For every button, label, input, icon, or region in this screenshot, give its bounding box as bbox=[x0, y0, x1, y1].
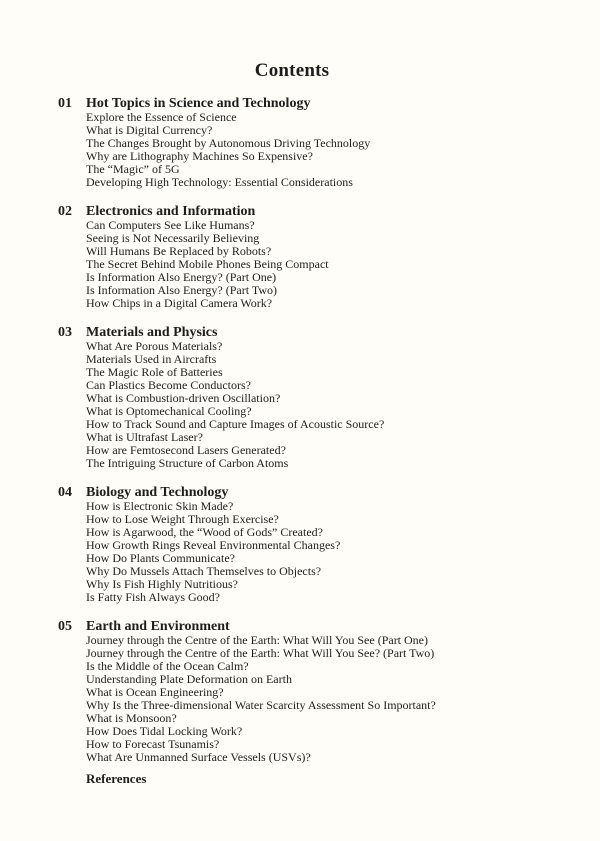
toc-item: What is Monsoon? bbox=[86, 711, 177, 725]
toc-item: What is Ocean Engineering? bbox=[86, 685, 224, 699]
toc-item: The Magic Role of Batteries bbox=[86, 365, 223, 379]
section-items bbox=[86, 340, 542, 470]
section-number: 02 bbox=[58, 204, 72, 219]
toc-item: How to Track Sound and Capture Images of Acoustic Source? bbox=[86, 417, 385, 431]
section-header bbox=[58, 325, 542, 340]
toc-item: The “Magic” of 5G bbox=[86, 162, 180, 176]
toc-item: Explore the Essence of Science bbox=[86, 110, 237, 124]
toc-item: How Growth Rings Reveal Environmental Changes? bbox=[86, 538, 341, 552]
toc-item: How to Lose Weight Through Exercise? bbox=[86, 512, 279, 526]
section-header bbox=[58, 204, 542, 219]
toc-section bbox=[58, 325, 542, 470]
section-items bbox=[86, 634, 542, 764]
toc-item: Is the Middle of the Ocean Calm? bbox=[86, 659, 249, 673]
section-items bbox=[86, 500, 542, 604]
section-title: Biology and Technology bbox=[86, 485, 229, 500]
toc-item: Materials Used in Aircrafts bbox=[86, 352, 217, 366]
toc-item: Can Plastics Become Conductors? bbox=[86, 378, 251, 392]
toc-item: Is Information Also Energy? (Part One) bbox=[86, 270, 277, 284]
toc-item: How is Electronic Skin Made? bbox=[86, 499, 234, 513]
toc-item: What Are Unmanned Surface Vessels (USVs)? bbox=[86, 750, 311, 764]
toc-item: Why Do Mussels Attach Themselves to Objects? bbox=[86, 564, 322, 578]
toc-item: Seeing is Not Necessarily Believing bbox=[86, 231, 260, 245]
toc-item: How are Femtosecond Lasers Generated? bbox=[86, 443, 286, 457]
section-title: Earth and Environment bbox=[86, 619, 230, 634]
references-heading: References bbox=[86, 771, 147, 786]
toc-item: Why are Lithography Machines So Expensive? bbox=[86, 149, 313, 163]
toc-item: What is Ultrafast Laser? bbox=[86, 430, 203, 444]
toc-item: Developing High Technology: Essential Considerations bbox=[86, 175, 353, 189]
toc-item: What is Combustion-driven Oscillation? bbox=[86, 391, 281, 405]
section-items bbox=[86, 111, 542, 189]
toc-item: What Are Porous Materials? bbox=[86, 339, 223, 353]
toc-item: Journey through the Centre of the Earth: What Will You See (Part One) bbox=[86, 633, 429, 647]
section-title: Electronics and Information bbox=[86, 204, 256, 219]
page-title: Contents bbox=[254, 60, 330, 81]
toc-item: What is Digital Currency? bbox=[86, 123, 213, 137]
toc-item: The Intriguing Structure of Carbon Atoms bbox=[86, 456, 289, 470]
section-title: Materials and Physics bbox=[86, 325, 218, 340]
toc-item: Is Information Also Energy? (Part Two) bbox=[86, 283, 278, 297]
toc-section bbox=[58, 485, 542, 604]
toc-item: The Changes Brought by Autonomous Driving Technology bbox=[86, 136, 371, 150]
toc-item: Why Is Fish Highly Nutritious? bbox=[86, 577, 238, 591]
toc-item: How Does Tidal Locking Work? bbox=[86, 724, 243, 738]
section-header bbox=[58, 485, 542, 500]
section-number: 04 bbox=[58, 485, 72, 500]
toc-item: Is Fatty Fish Always Good? bbox=[86, 590, 221, 604]
toc-section bbox=[58, 96, 542, 189]
toc-section bbox=[58, 204, 542, 310]
toc-item: How to Forecast Tsunamis? bbox=[86, 737, 220, 751]
toc-item: What is Optomechanical Cooling? bbox=[86, 404, 252, 418]
section-header bbox=[58, 619, 542, 634]
section-number: 05 bbox=[58, 619, 72, 634]
section-number: 03 bbox=[58, 325, 72, 340]
section-header bbox=[58, 96, 542, 111]
toc-item: Journey through the Centre of the Earth: What Will You See? (Part Two) bbox=[86, 646, 435, 660]
section-items bbox=[86, 219, 542, 310]
toc-item: Why Is the Three-dimensional Water Scarcity Assessment So Important? bbox=[86, 698, 436, 712]
toc-item: Will Humans Be Replaced by Robots? bbox=[86, 244, 272, 258]
toc-item: Understanding Plate Deformation on Earth bbox=[86, 672, 292, 686]
toc-item: The Secret Behind Mobile Phones Being Compact bbox=[86, 257, 329, 271]
toc-sections bbox=[58, 96, 542, 764]
toc-item: Can Computers See Like Humans? bbox=[86, 218, 255, 232]
section-title: Hot Topics in Science and Technology bbox=[86, 96, 311, 111]
section-number: 01 bbox=[58, 96, 72, 111]
toc-section bbox=[58, 619, 542, 764]
toc-item: How is Agarwood, the “Wood of Gods” Created? bbox=[86, 525, 323, 539]
toc-item: How Chips in a Digital Camera Work? bbox=[86, 296, 273, 310]
toc-item: How Do Plants Communicate? bbox=[86, 551, 235, 565]
